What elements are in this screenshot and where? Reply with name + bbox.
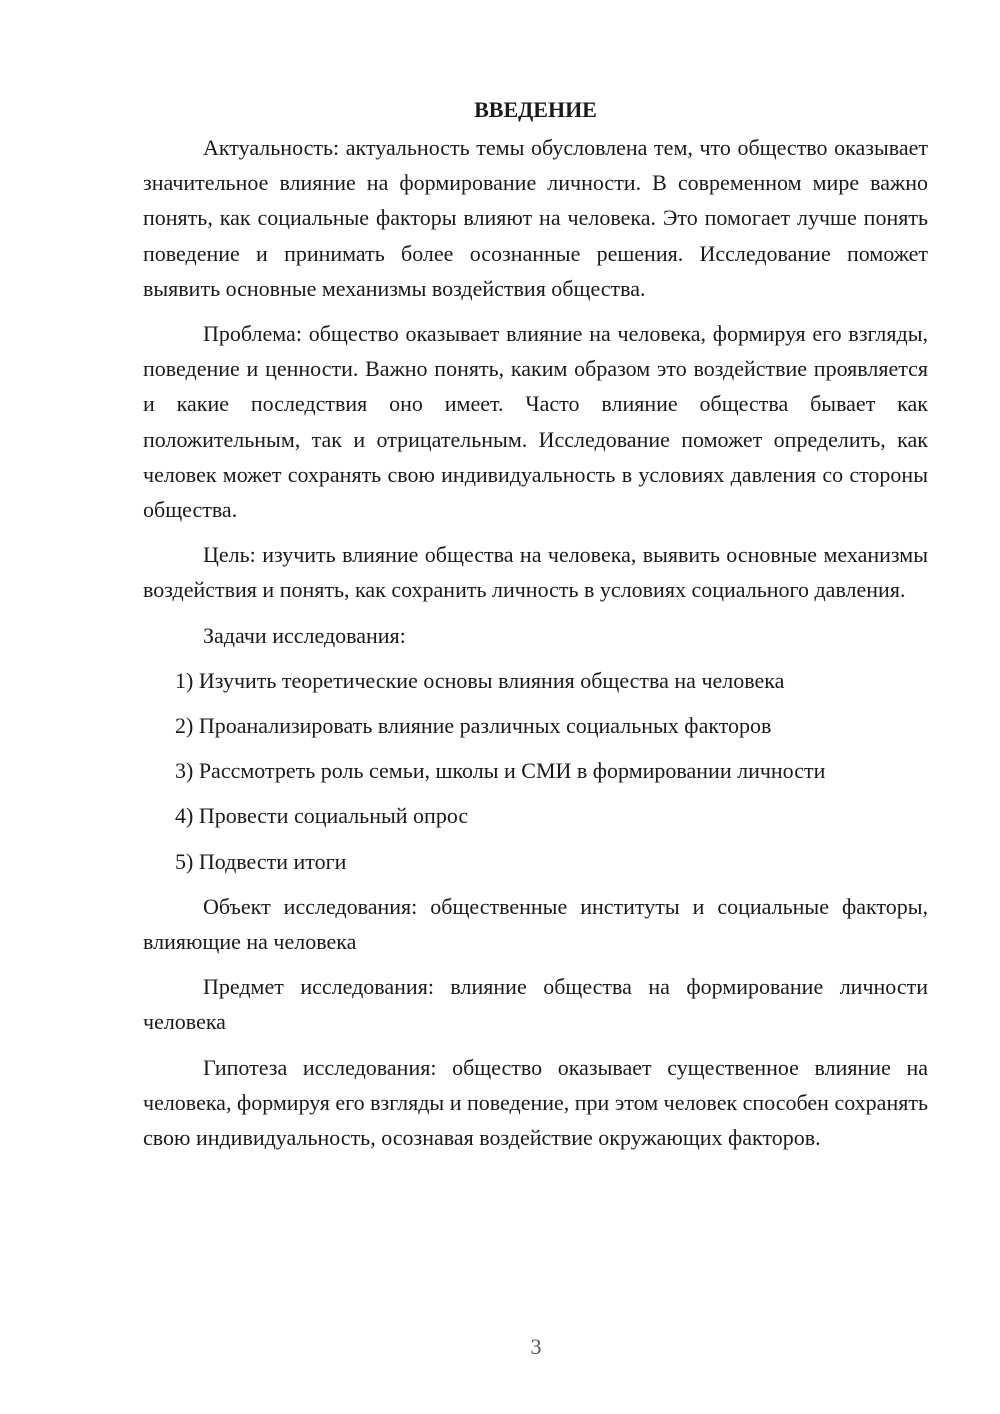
subject-paragraph: Предмет исследования: влияние общества на формирование личности человека — [143, 974, 928, 1035]
document-page — [143, 92, 928, 1165]
task-item: 1) Изучить теоретические основы влияния общества на человека — [175, 667, 785, 693]
problem-paragraph: Проблема: общество оказывает влияние на человека, формируя его взгляды, поведение и ценности. Важно понять, каким образом это воздействие проявляется и какие последствия оно имеет. Часто влияние общества бывает как положительным, так и отрицательным. Исследование поможет определить, как человек может сохранять свою индивидуальность в условиях давления со стороны общества. — [143, 321, 928, 523]
relevance-paragraph: Актуальность: актуальность темы обусловлена тем, что общество оказывает значительное влияние на формирование личности. В современном мире важно понять, как социальные факторы влияют на человека. Это помогает лучше понять поведение и принимать более осознанные решения. Исследование поможет выявить основные механизмы воздействия общества. — [143, 135, 928, 301]
task-item: 3) Рассмотреть роль семьи, школы и СМИ в формировании личности — [175, 758, 826, 784]
tasks-list — [143, 663, 928, 879]
task-item: 4) Провести социальный опрос — [175, 803, 469, 829]
page-number: 3 — [530, 1334, 542, 1359]
page-title: ВВЕДЕНИЕ — [474, 97, 597, 122]
task-item: 5) Подвести итоги — [175, 848, 347, 874]
tasks-heading: Задачи исследования: — [203, 622, 406, 648]
object-paragraph: Объект исследования: общественные институты и социальные факторы, влияющие на человека — [143, 893, 928, 955]
goal-paragraph: Цель: изучить влияние общества на человека, выявить основные механизмы воздействия и понять, как сохранить личность в условиях социального давления. — [143, 542, 928, 603]
hypothesis-paragraph: Гипотеза исследования: общество оказывает существенное влияние на человека, формируя его взгляды и поведение, при этом человек способен сохранять свою индивидуальность, осознавая воздействие окружающих факторов. — [143, 1054, 928, 1151]
task-item: 2) Проанализировать влияние различных социальных факторов — [175, 713, 772, 739]
